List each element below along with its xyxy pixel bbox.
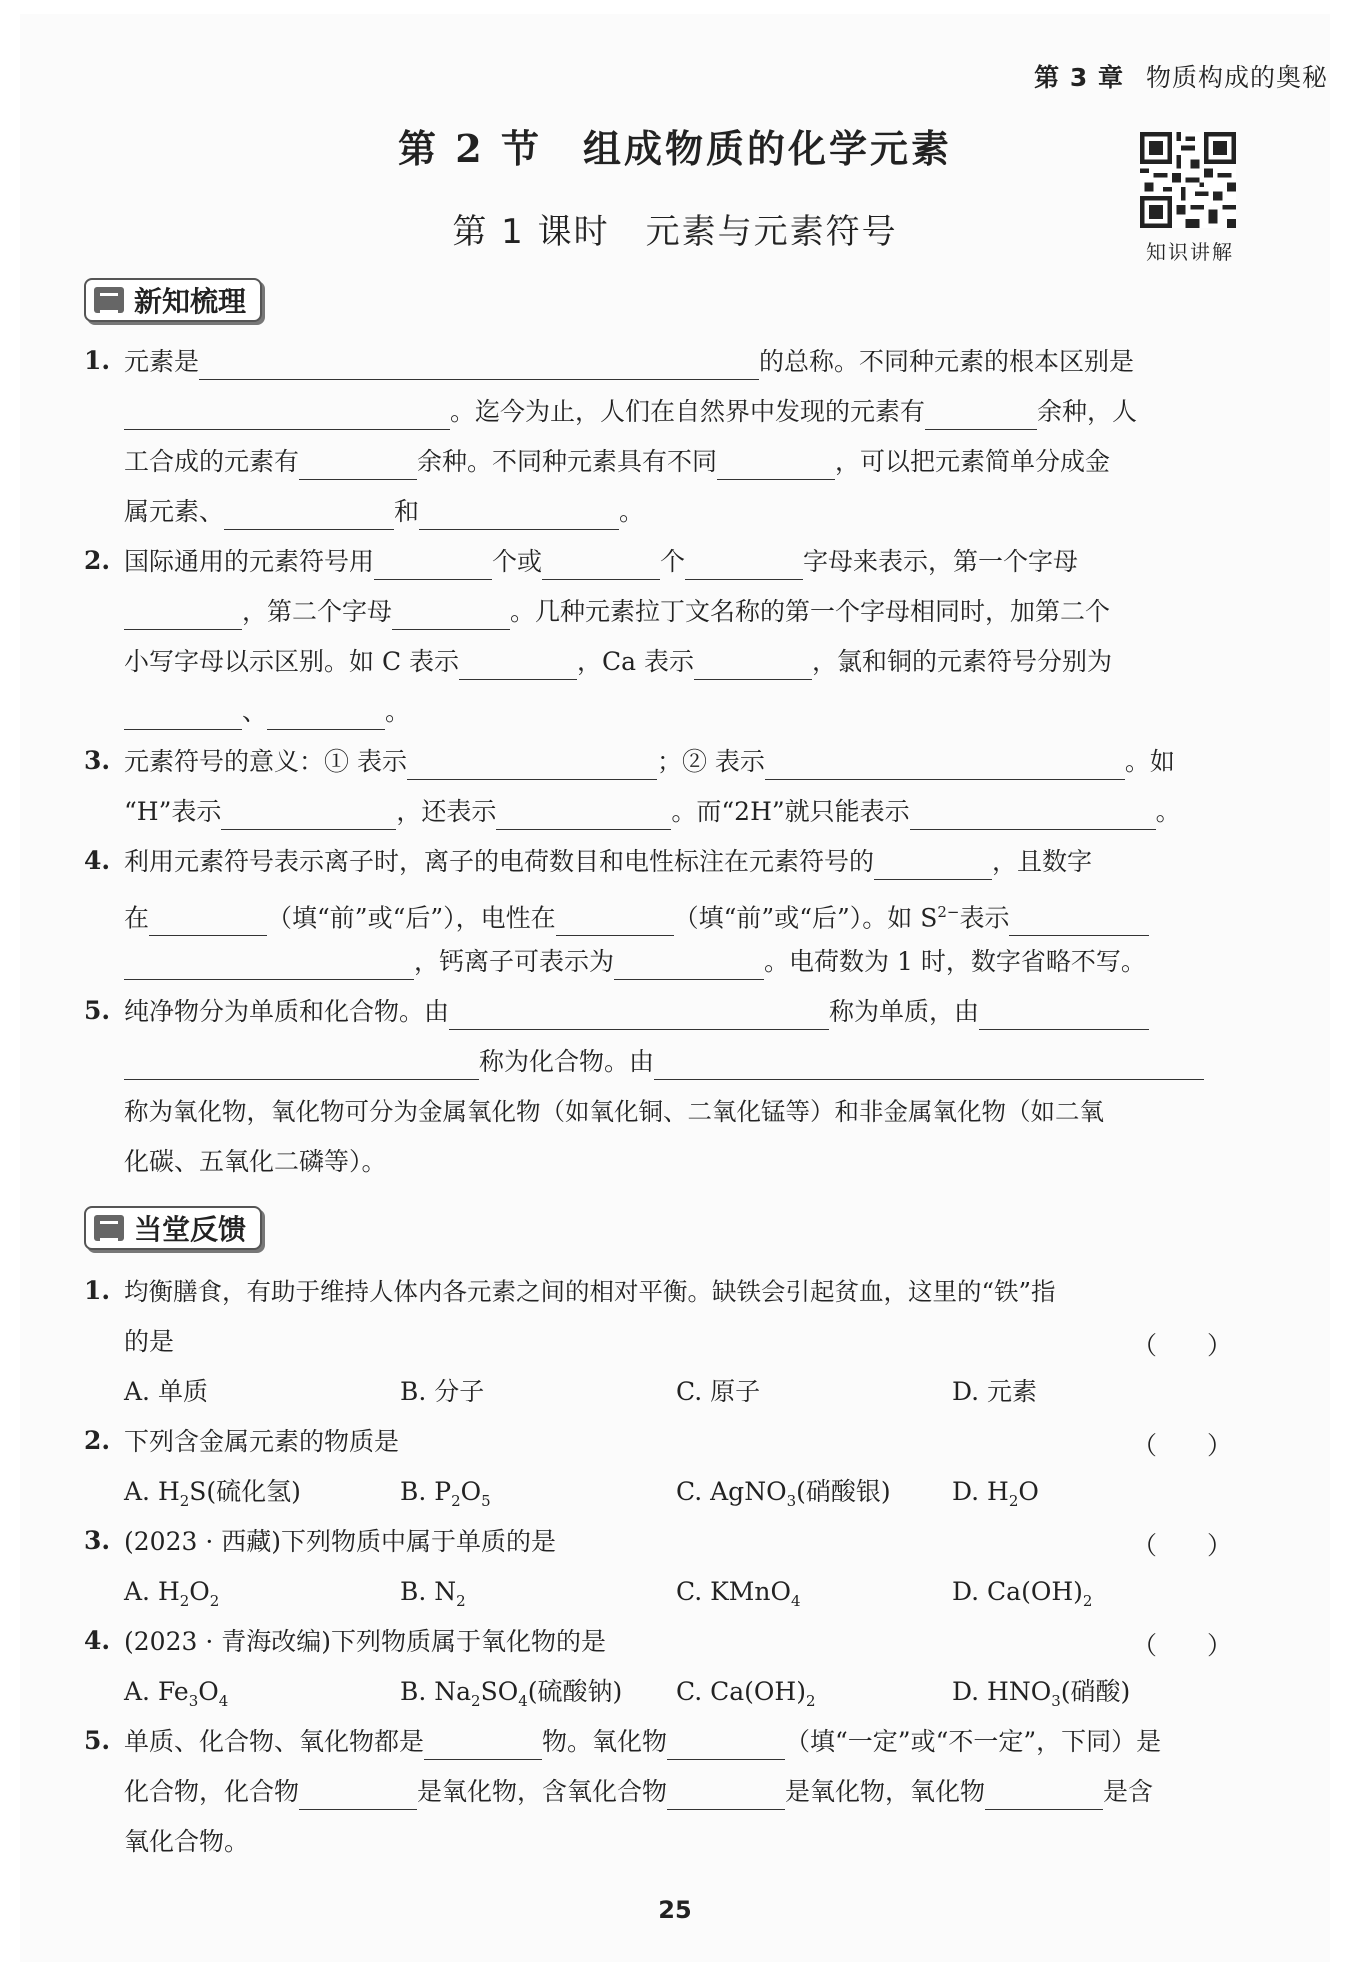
- blank[interactable]: [925, 401, 1037, 430]
- blank[interactable]: [124, 951, 414, 980]
- section-title: 第 2 节 组成物质的化学元素: [398, 126, 952, 171]
- blank[interactable]: [299, 451, 417, 480]
- section-feedback: 当堂反馈: [84, 1206, 262, 1250]
- nk-q5-line2: 称为化合物。由: [124, 1044, 1234, 1080]
- blank[interactable]: [874, 851, 992, 880]
- blank[interactable]: [299, 1781, 417, 1810]
- nk-q4-line1: 利用元素符号表示离子时，离子的电荷数目和电性标注在元素符号的 ，且数字: [124, 844, 1234, 880]
- nk-q2-line1: 国际通用的元素符号用 个或 个 字母来表示，第一个字母: [124, 544, 1234, 580]
- option-c[interactable]: C. $Ca(OH)_2$: [676, 1677, 816, 1710]
- answer-paren[interactable]: （ ）: [1131, 1331, 1232, 1360]
- blank[interactable]: [459, 651, 577, 680]
- page-number: 25: [658, 1896, 692, 1924]
- option-d[interactable]: D. $Ca(OH)_2$: [952, 1577, 1093, 1610]
- nk-q5-line3: 称为氧化物，氧化物可分为金属氧化物（如氧化铜、二氧化锰等）和非金属氧化物（如二氧: [124, 1097, 1104, 1126]
- pen-icon: [94, 1215, 124, 1241]
- option-d[interactable]: D. 元素: [952, 1377, 1038, 1406]
- chapter-header: 第 3 章 物质构成的奥秘: [1034, 63, 1328, 92]
- option-a[interactable]: A. $H_2O_2$: [124, 1577, 220, 1610]
- fb-q4-stem: (2023 · 青海改编)下列物质属于氧化物的是: [124, 1627, 606, 1656]
- option-b[interactable]: B. $P_2O_5$: [400, 1477, 491, 1510]
- question-number: 3.: [84, 1526, 111, 1555]
- nk-q1-line2: 。迄今为止，人们在自然界中发现的元素有 余种，人: [124, 394, 1234, 430]
- blank[interactable]: [407, 751, 657, 780]
- question-number: 3.: [84, 746, 111, 775]
- blank[interactable]: [717, 451, 835, 480]
- blank[interactable]: [374, 551, 492, 580]
- fb-q1-stem: 均衡膳食，有助于维持人体内各元素之间的相对平衡。缺铁会引起贫血，这里的“铁”指: [124, 1277, 1056, 1306]
- qr-code-icon[interactable]: [1140, 132, 1236, 228]
- question-number: 1.: [84, 346, 111, 375]
- option-a[interactable]: A. $H_2S$(硫化氢): [124, 1477, 301, 1510]
- question-number: 4.: [84, 1626, 111, 1655]
- fb-q5-line3: 氧化合物。: [124, 1827, 250, 1856]
- nk-q1-line1: 元素是 的总称。不同种元素的根本区别是: [124, 344, 1234, 380]
- option-b[interactable]: B. 分子: [400, 1377, 485, 1406]
- blank[interactable]: [424, 1731, 542, 1760]
- answer-paren[interactable]: （ ）: [1131, 1531, 1232, 1560]
- blank[interactable]: [685, 551, 803, 580]
- answer-paren[interactable]: （ ）: [1131, 1431, 1232, 1460]
- fb-q5-line1: 单质、化合物、氧化物都是 物。氧化物 （填“一定”或“不一定”，下同）是: [124, 1724, 1234, 1760]
- question-number: 5.: [84, 1726, 111, 1755]
- option-b[interactable]: B. $N_2$: [400, 1577, 466, 1610]
- question-number: 2.: [84, 1426, 111, 1455]
- blank[interactable]: [199, 351, 759, 380]
- nk-q4-line3: ，钙离子可表示为 。电荷数为 1 时，数字省略不写。: [124, 944, 1234, 980]
- blank[interactable]: [221, 801, 396, 830]
- option-d[interactable]: D. $HNO_3$(硝酸): [952, 1677, 1131, 1710]
- blank[interactable]: [124, 401, 450, 430]
- blank[interactable]: [392, 601, 510, 630]
- question-number: 4.: [84, 846, 111, 875]
- option-a[interactable]: A. $Fe_3O_4$: [124, 1677, 229, 1710]
- option-b[interactable]: B. $Na_2SO_4$(硫酸钠): [400, 1677, 623, 1710]
- nk-q3-line1: 元素符号的意义：① 表示 ；② 表示 。如: [124, 744, 1234, 780]
- fb-q1-stem2: 的是: [124, 1327, 175, 1356]
- blank[interactable]: [694, 651, 812, 680]
- nk-q3-line2: “H”表示 ，还表示 。而“2H”就只能表示 。: [124, 794, 1234, 830]
- blank[interactable]: [224, 501, 394, 530]
- option-c[interactable]: C. AgNO$_3$(硝酸银): [676, 1477, 891, 1510]
- book-icon: [94, 287, 124, 313]
- blank[interactable]: [979, 1001, 1149, 1030]
- question-number: 2.: [84, 546, 111, 575]
- question-number: 1.: [84, 1276, 111, 1305]
- nk-q1-line3: 工合成的元素有 余种。不同种元素具有不同 ，可以把元素简单分成金: [124, 444, 1234, 480]
- blank[interactable]: [667, 1781, 785, 1810]
- nk-q5-line1: 纯净物分为单质和化合物。由 称为单质，由: [124, 994, 1234, 1030]
- fb-q5-line2: 化合物，化合物 是氧化物，含氧化合物 是氧化物，氧化物 是含: [124, 1774, 1234, 1810]
- blank[interactable]: [985, 1781, 1103, 1810]
- question-number: 5.: [84, 996, 111, 1025]
- blank[interactable]: [765, 751, 1125, 780]
- answer-paren[interactable]: （ ）: [1131, 1631, 1232, 1660]
- blank[interactable]: [124, 601, 242, 630]
- nk-q2-line4: 、 。: [124, 694, 1234, 730]
- blank[interactable]: [149, 907, 267, 936]
- option-c[interactable]: C. 原子: [676, 1377, 761, 1406]
- blank[interactable]: [556, 907, 674, 936]
- option-d[interactable]: D. $H_2O$: [952, 1477, 1039, 1510]
- blank[interactable]: [496, 801, 671, 830]
- blank[interactable]: [267, 701, 385, 730]
- option-c[interactable]: C. KMnO$_4$: [676, 1577, 801, 1610]
- section-new-knowledge: 新知梳理: [84, 278, 262, 322]
- blank[interactable]: [667, 1731, 785, 1760]
- nk-q2-line3: 小写字母以示区别。如 C 表示 ，Ca 表示 ，氯和铜的元素符号分别为: [124, 644, 1234, 680]
- blank[interactable]: [1009, 907, 1149, 936]
- nk-q5-line4: 化碳、五氧化二磷等）。: [124, 1147, 387, 1176]
- fb-q2-stem: 下列含金属元素的物质是: [124, 1427, 400, 1456]
- qr-caption: 知识讲解: [1146, 240, 1234, 264]
- option-a[interactable]: A. 单质: [124, 1377, 208, 1406]
- blank[interactable]: [449, 1001, 829, 1030]
- blank[interactable]: [124, 701, 242, 730]
- fb-q3-stem: (2023 · 西藏)下列物质中属于单质的是: [124, 1527, 556, 1556]
- blank[interactable]: [910, 801, 1156, 830]
- nk-q2-line2: ，第二个字母 。几种元素拉丁文名称的第一个字母相同时，加第二个: [124, 594, 1234, 630]
- blank[interactable]: [654, 1051, 1204, 1080]
- blank[interactable]: [124, 1051, 479, 1080]
- lesson-subtitle: 第 1 课时 元素与元素符号: [452, 212, 898, 252]
- blank[interactable]: [614, 951, 764, 980]
- blank[interactable]: [419, 501, 619, 530]
- blank[interactable]: [542, 551, 660, 580]
- nk-q4-line2: 在 （填“前”或“后”），电性在 （填“前”或“后”）。如 $S^{2-}$表示: [124, 894, 1234, 936]
- nk-q1-line4: 属元素、 和 。: [124, 494, 1234, 530]
